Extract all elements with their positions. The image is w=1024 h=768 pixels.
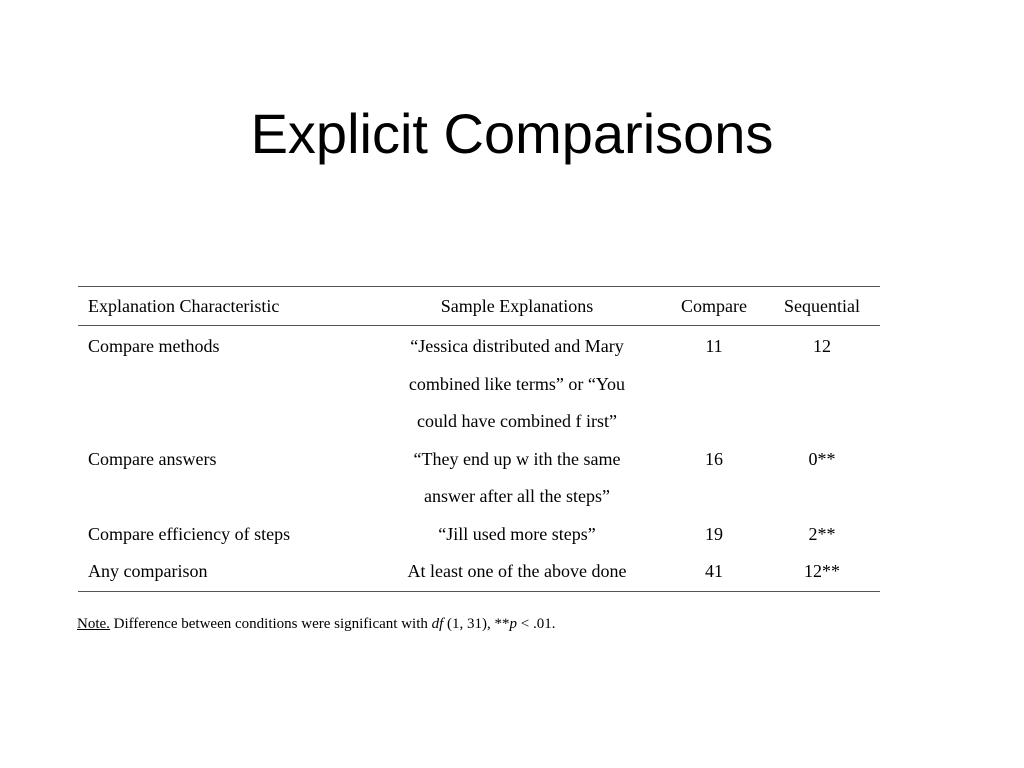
- sequential-count-cell: 12**: [804, 561, 840, 581]
- compare-count-cell: 11: [705, 336, 723, 356]
- note-p: p: [509, 616, 518, 632]
- table-row: [78, 326, 880, 441]
- characteristic-cell: Compare answers: [88, 448, 217, 469]
- note-df-args: (1, 31), **: [443, 616, 510, 632]
- sample-line: “They end up w ith the same: [413, 448, 621, 469]
- sample-line: “Jill used more steps”: [438, 523, 596, 544]
- note-text: Difference between conditions were significant with: [109, 616, 432, 632]
- sample-line: could have combined f irst”: [417, 411, 617, 431]
- sample-explanation-cell: [370, 516, 664, 554]
- sample-line: At least one of the above done: [407, 561, 627, 581]
- sample-explanation-cell: [370, 326, 664, 441]
- results-table: [78, 286, 880, 592]
- characteristic-cell: Compare efficiency of steps: [88, 523, 291, 544]
- compare-count-cell: 19: [705, 523, 723, 544]
- characteristic-cell: Any comparison: [88, 561, 208, 581]
- table-row: [78, 441, 880, 516]
- sequential-count-cell: 12: [813, 336, 831, 356]
- sequential-count-cell: 2**: [808, 523, 836, 544]
- note-label: Note.: [77, 616, 110, 632]
- results-table-container: [78, 286, 880, 592]
- slide-title: Explicit Comparisons: [250, 102, 774, 165]
- characteristic-cell: Compare methods: [88, 336, 220, 356]
- compare-count-cell: 16: [705, 448, 723, 469]
- sample-line: combined like terms” or “You: [408, 373, 626, 394]
- table-row: [78, 516, 880, 554]
- note-df: df: [431, 616, 444, 632]
- sample-line: “Jessica distributed and Mary: [410, 336, 624, 356]
- note-text-after: < .01.: [517, 616, 556, 632]
- compare-count-cell: 41: [705, 561, 723, 581]
- table-row: [78, 553, 880, 591]
- header-explanation-characteristic: Explanation Characteristic: [88, 295, 280, 316]
- sample-explanation-cell: [370, 553, 664, 591]
- header-sequential: Sequential: [784, 295, 860, 316]
- sample-explanation-cell: [370, 441, 664, 516]
- sample-line: answer after all the steps”: [424, 486, 610, 506]
- header-compare: Compare: [681, 295, 747, 316]
- header-sample-explanations: Sample Explanations: [440, 295, 594, 316]
- sequential-count-cell: 0**: [808, 448, 836, 469]
- table-note: [77, 614, 556, 634]
- table-header-row: [78, 287, 880, 326]
